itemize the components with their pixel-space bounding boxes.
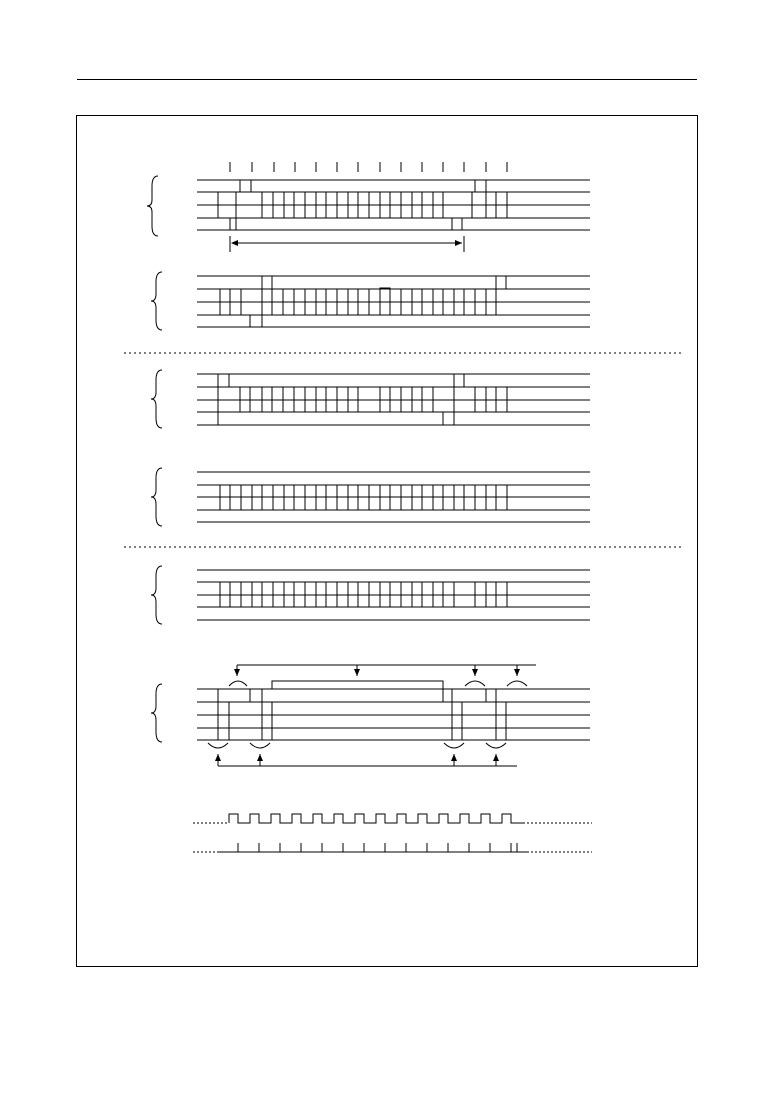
panel-4 <box>151 468 590 526</box>
panel-5 <box>151 566 590 624</box>
panel-6-bottom-feedback <box>208 743 517 766</box>
panel-6-top-feedback <box>229 665 536 689</box>
clock-waveform <box>229 814 523 823</box>
tick-marks <box>238 843 517 852</box>
panel-5-brace <box>151 566 162 624</box>
panel-1 <box>147 162 590 252</box>
panel-3 <box>151 370 590 428</box>
panel-4-brace <box>151 468 162 526</box>
panel-6 <box>151 665 590 766</box>
panel-1-top-ticks <box>230 162 507 172</box>
panel-3-brace <box>151 370 162 428</box>
panel-2 <box>151 272 590 330</box>
tick-reference <box>193 843 592 852</box>
panel-1-brace <box>147 176 158 236</box>
panel-2-brace <box>151 272 162 330</box>
clock-signal <box>193 814 592 823</box>
panel-6-brace <box>151 684 162 742</box>
